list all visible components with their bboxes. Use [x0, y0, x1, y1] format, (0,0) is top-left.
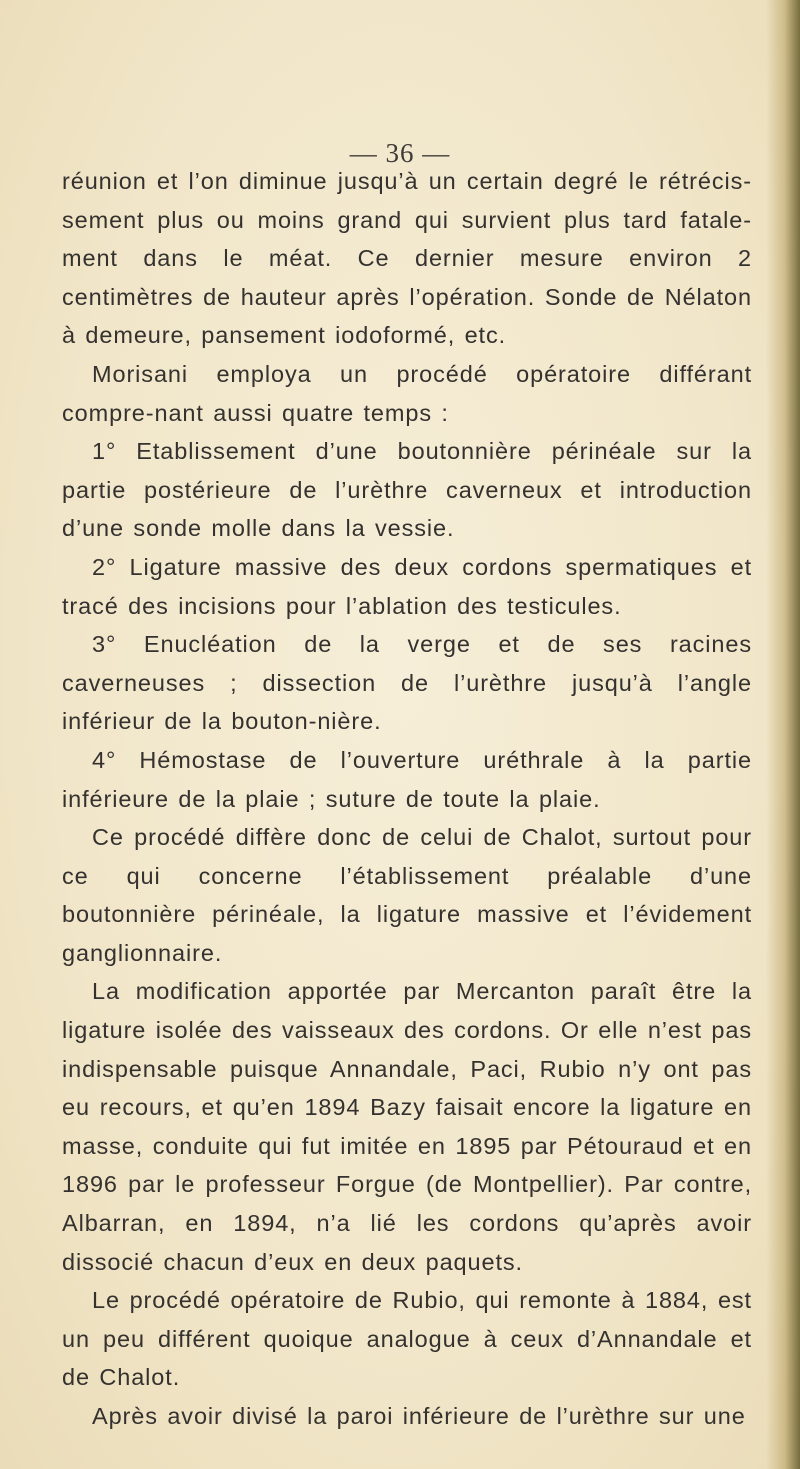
paragraph-morisani: Morisani employa un procédé opératoire différant compre-nant aussi quatre temps :: [62, 360, 752, 426]
paragraph-rubio: Le procédé opératoire de Rubio, qui remonte à 1884, est un peu différent quoique analogue à ceux d’Annandale et de Chalot.: [62, 1287, 752, 1391]
paragraph-mercanton: La modification apportée par Mercanton paraît être la ligature isolée des vaisseaux des cordons. Or elle n’est pas indispensable puisque Annandale, Paci, Rubio n’y ont pas eu recours, et qu’en 1894 Bazy faisait encore la ligature en masse, conduite qui fut imitée en 1895 par Pétouraud et en 1896 par le professeur Forgue (de Montpellier). Par contre, Albarran, en 1894, n’a lié les cordons qu’après avoir dissocié chacun d’eux en deux paquets.: [62, 978, 752, 1275]
list-item-step-2: 2° Ligature massive des deux cordons spermatiques et tracé des incisions pour l’ablation des testicules.: [62, 553, 752, 619]
page-number: — 36 —: [349, 138, 451, 168]
list-item-step-3: 3° Enucléation de la verge et de ses racines caverneuses ; dissection de l’urèthre jusqu’à l’angle inférieur de la bouton-nière.: [62, 631, 752, 735]
page-edge-shadow: [766, 0, 800, 1469]
paragraph-final-line: Après avoir divisé la paroi inférieure de l’urèthre sur une: [92, 1403, 746, 1429]
paragraph-comparison-chalot: Ce procédé diffère donc de celui de Chalot, surtout pour ce qui concerne l’établissement préalable d’une boutonnière périnéale, la ligature massive et l’évidement ganglionnaire.: [62, 824, 752, 966]
list-item-step-1: 1° Etablissement d’une boutonnière périnéale sur la partie postérieure de l’urèthre caverneux et introduction d’une sonde molle dans la vessie.: [62, 438, 752, 542]
body-text: [62, 162, 752, 1436]
list-item-step-4: 4° Hémostase de l’ouverture uréthrale à la partie inférieure de la plaie ; suture de toute la plaie.: [62, 746, 752, 812]
paragraph-continuation: réunion et l’on diminue jusqu’à un certain degré le rétrécis-sement plus ou moins grand qui survient plus tard fatale-ment dans le méat. Ce dernier mesure environ 2 centimètres de hauteur après l’opération. Sonde de Nélaton à demeure, pansement iodoformé, etc.: [62, 168, 752, 349]
